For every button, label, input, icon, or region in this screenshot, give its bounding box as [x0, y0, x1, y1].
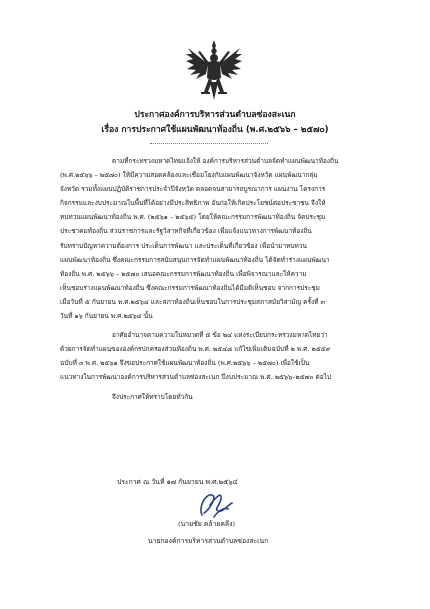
closing-line: จึงประกาศให้ทราบโดยทั่วกัน: [112, 392, 193, 401]
body-line: จังหวัด รวมทั้งแผนปฏิบัติราชการประจำปีจังหวัด ตลอดจนสามารถบูรณาการ แผนงาน โครงการ: [60, 185, 326, 194]
signatory-position: นายกองค์การบริหารส่วนตำบลซ่องสะเนก: [148, 537, 269, 545]
announcement-body: [60, 154, 376, 404]
body-line: ฉบับที่ ๓ พ.ศ. ๒๕๖๑ จึงขอประกาศใช้แผนพัฒนาท้องถิ่น (พ.ศ.๒๕๖๖ – ๒๕๗๐) เพื่อใช้เป็น: [60, 359, 310, 368]
body-line: เมื่อวันที่ ๕ กันยายน พ.ศ.๒๕๖๔ และสภาท้องถิ่นเห็นชอบในการประชุมสภาสมัยวิสามัญ ครั้งที่ ๓: [60, 297, 325, 306]
body-line: แนวทางในการพัฒนาองค์การบริหารส่วนตำบลซ่องสะเนก ปีงบประมาณ พ.ศ. ๒๕๖๖–๒๕๗๐ ต่อไป: [60, 373, 332, 382]
header-divider: [150, 143, 268, 144]
body-line: อาศัยอำนาจตามความในหมวดที่ ๕ ข้อ ๒๔ แห่งระเบียบกระทรวงมหาดไทยว่า: [112, 331, 328, 340]
garuda-emblem-icon: [184, 38, 244, 102]
signatory-name: (นายชัย คล้ายคลึง): [178, 520, 236, 528]
body-line: (พ.ศ.๒๕๖๖ – ๒๕๗๐) ให้มีความสอดคล้องและเชื่อมโยงกับแผนพัฒนาจังหวัด แผนพัฒนากลุ่ม: [60, 171, 318, 180]
announcement-header: [0, 108, 430, 137]
body-line: ท้องถิ่น พ.ศ. ๒๕๖๖ – ๒๕๗๐ เสนอคณะกรรมการพัฒนาท้องถิ่น เพื่อพิจารณาและให้ความ: [60, 269, 307, 278]
body-line: วันที่ ๑๖ กันยายน พ.ศ.๒๕๖๔ นั้น: [60, 312, 153, 321]
body-line: แผนพัฒนาท้องถิ่น ซึ่งคณะกรรมการสนับสนุนการจัดทำแผนพัฒนาท้องถิ่น ได้จัดทำร่างแผนพัฒนา: [60, 255, 330, 264]
body-line: ประชาคมท้องถิ่น ส่วนราชการและรัฐวิสาหกิจที่เกี่ยวข้อง เพื่อแจ้งแนวทางการพัฒนาท้องถิ่น: [60, 227, 312, 236]
announcement-subject: เรื่อง การประกาศใช้แผนพัฒนาท้องถิ่น (พ.ศ.๒๕๖๖ – ๒๕๗๐): [101, 125, 329, 135]
body-line: เห็นชอบร่างแผนพัฒนาท้องถิ่น ซึ่งคณะกรรมการพัฒนาท้องถิ่นได้มีมติเห็นชอบ จากการประชุม: [60, 283, 320, 292]
announcement-date: ประกาศ ณ วันที่ ๑๗ กันยายน พ.ศ.๒๕๖๔: [117, 478, 238, 486]
body-line: กิจกรรมและงบประมาณในพื้นที่ได้อย่างมีประสิทธิภาพ อันก่อให้เกิดประโยชน์ต่อประชาชน จึงให้: [60, 199, 326, 208]
paragraph-3: [60, 390, 376, 404]
body-line: ตามที่กระทรวงมหาดไทยแจ้งให้ องค์การบริหารส่วนตำบลจัดทำแผนพัฒนาท้องถิ่น: [112, 157, 339, 165]
body-line: ทบทวนแผนพัฒนาท้องถิ่น พ.ศ. (๒๕๖๑ – ๒๕๖๕) โดยให้คณะกรรมการพัฒนาท้องถิ่น จัดประชุม: [60, 213, 326, 222]
paragraph-2: [60, 328, 376, 384]
body-line: รับทราบปัญหาความต้องการ ประเด็นการพัฒนา และประเด็นที่เกี่ยวข้อง เพื่อนำมาทบทวน: [60, 241, 307, 250]
organization-title: ประกาศองค์การบริหารส่วนตำบลซ่องสะเนก: [134, 110, 296, 120]
body-line: ด้วยการจัดทำแผนขององค์กรปกครองส่วนท้องถิ่น พ.ศ. ๒๕๔๘ แก้ไขเพิ่มเติมฉบับที่ ๒ พ.ศ. ๒๕๕๙: [60, 345, 331, 354]
paragraph-1: [60, 154, 376, 323]
handwritten-signature: [188, 487, 238, 521]
